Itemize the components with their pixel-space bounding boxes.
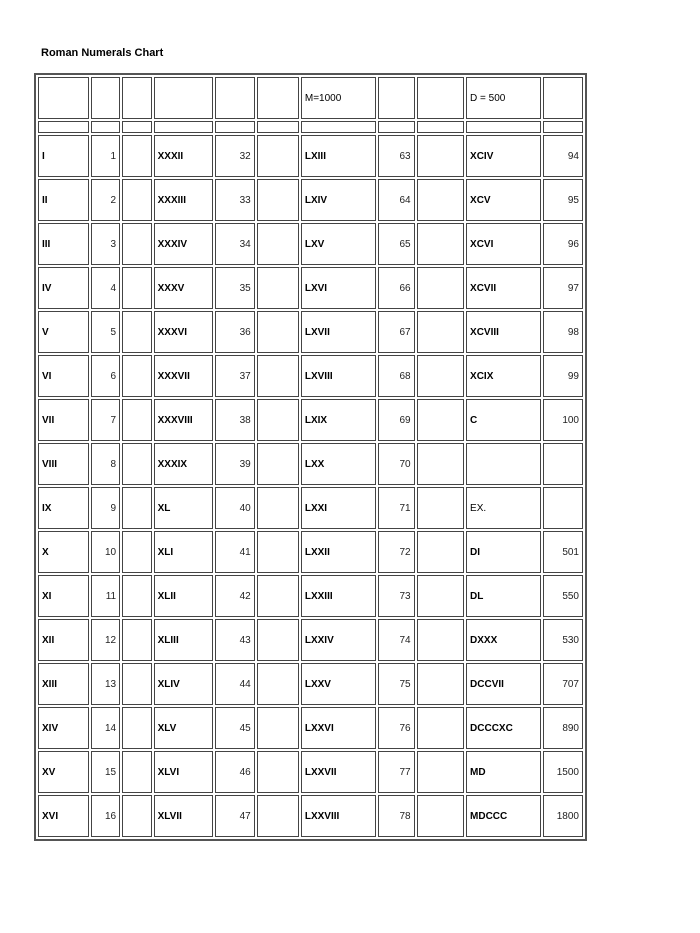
header-cell bbox=[154, 77, 213, 119]
roman-cell: VI bbox=[38, 355, 89, 397]
roman-cell: LXVI bbox=[301, 267, 376, 309]
number-cell: 99 bbox=[543, 355, 583, 397]
header-cell bbox=[378, 77, 415, 119]
table-row bbox=[38, 707, 583, 749]
header-cell bbox=[122, 77, 152, 119]
number-cell: 32 bbox=[215, 135, 255, 177]
number-cell: 41 bbox=[215, 531, 255, 573]
spacer-cell bbox=[257, 443, 299, 485]
roman-cell: IV bbox=[38, 267, 89, 309]
spacer-row bbox=[38, 121, 583, 133]
number-cell: 95 bbox=[543, 179, 583, 221]
table-row bbox=[38, 399, 583, 441]
table-row bbox=[38, 355, 583, 397]
roman-cell: LXVIII bbox=[301, 355, 376, 397]
spacer-cell bbox=[122, 795, 152, 837]
number-cell: 34 bbox=[215, 223, 255, 265]
spacer-cell bbox=[122, 619, 152, 661]
number-cell: 100 bbox=[543, 399, 583, 441]
number-cell: 39 bbox=[215, 443, 255, 485]
roman-cell: XLIII bbox=[154, 619, 213, 661]
header-cell bbox=[91, 77, 121, 119]
spacer-cell bbox=[257, 619, 299, 661]
number-cell: 46 bbox=[215, 751, 255, 793]
roman-cell: LXV bbox=[301, 223, 376, 265]
spacer-cell bbox=[257, 575, 299, 617]
spacer-cell bbox=[122, 311, 152, 353]
roman-cell: XXXVI bbox=[154, 311, 213, 353]
table-row bbox=[38, 795, 583, 837]
number-cell: 1500 bbox=[543, 751, 583, 793]
number-cell: 2 bbox=[91, 179, 121, 221]
roman-cell: XL bbox=[154, 487, 213, 529]
number-cell: 77 bbox=[378, 751, 415, 793]
spacer-cell bbox=[257, 135, 299, 177]
spacer-cell bbox=[122, 267, 152, 309]
spacer-cell bbox=[122, 443, 152, 485]
table-row bbox=[38, 311, 583, 353]
roman-cell: XV bbox=[38, 751, 89, 793]
spacer-cell bbox=[257, 179, 299, 221]
roman-cell: II bbox=[38, 179, 89, 221]
spacer-cell bbox=[122, 179, 152, 221]
roman-cell: XXXIII bbox=[154, 179, 213, 221]
table-row bbox=[38, 751, 583, 793]
number-cell: 64 bbox=[378, 179, 415, 221]
roman-cell: VIII bbox=[38, 443, 89, 485]
roman-cell: LXXVIII bbox=[301, 795, 376, 837]
number-cell: 33 bbox=[215, 179, 255, 221]
roman-cell: XCIX bbox=[466, 355, 541, 397]
roman-cell: XLVII bbox=[154, 795, 213, 837]
spacer-cell bbox=[257, 355, 299, 397]
number-cell bbox=[543, 443, 583, 485]
spacer-cell bbox=[417, 223, 464, 265]
spacer-cell bbox=[122, 531, 152, 573]
number-cell: 890 bbox=[543, 707, 583, 749]
number-cell: 4 bbox=[91, 267, 121, 309]
spacer-cell bbox=[122, 399, 152, 441]
roman-cell: XXXIX bbox=[154, 443, 213, 485]
roman-cell: XII bbox=[38, 619, 89, 661]
roman-cell: XIV bbox=[38, 707, 89, 749]
number-cell: 78 bbox=[378, 795, 415, 837]
header-cell bbox=[38, 77, 89, 119]
roman-cell: XCIV bbox=[466, 135, 541, 177]
roman-cell: XLIV bbox=[154, 663, 213, 705]
number-cell: 97 bbox=[543, 267, 583, 309]
roman-cell: XLII bbox=[154, 575, 213, 617]
roman-cell: DCCCXC bbox=[466, 707, 541, 749]
table-row bbox=[38, 619, 583, 661]
spacer-cell bbox=[122, 663, 152, 705]
roman-cell: LXXI bbox=[301, 487, 376, 529]
spacer-cell bbox=[122, 355, 152, 397]
roman-cell: LXVII bbox=[301, 311, 376, 353]
spacer-cell bbox=[257, 663, 299, 705]
roman-cell: EX. bbox=[466, 487, 541, 529]
roman-cell: XXXVIII bbox=[154, 399, 213, 441]
roman-cell: DL bbox=[466, 575, 541, 617]
number-cell: 5 bbox=[91, 311, 121, 353]
number-cell: 96 bbox=[543, 223, 583, 265]
spacer-cell bbox=[257, 751, 299, 793]
header-d-value: D = 500 bbox=[466, 77, 541, 119]
roman-cell: XCVIII bbox=[466, 311, 541, 353]
spacer-cell bbox=[417, 311, 464, 353]
roman-cell: XVI bbox=[38, 795, 89, 837]
table-row bbox=[38, 575, 583, 617]
spacer-cell bbox=[122, 707, 152, 749]
number-cell: 67 bbox=[378, 311, 415, 353]
roman-cell: XCVI bbox=[466, 223, 541, 265]
roman-numerals-table bbox=[34, 73, 587, 841]
table-row bbox=[38, 487, 583, 529]
table-row bbox=[38, 135, 583, 177]
spacer-cell bbox=[122, 751, 152, 793]
number-cell: 37 bbox=[215, 355, 255, 397]
roman-cell: XCV bbox=[466, 179, 541, 221]
number-cell: 65 bbox=[378, 223, 415, 265]
roman-cell: XLV bbox=[154, 707, 213, 749]
header-cell bbox=[215, 77, 255, 119]
spacer-cell bbox=[122, 487, 152, 529]
header-m-value: M=1000 bbox=[301, 77, 376, 119]
header-row bbox=[38, 77, 583, 119]
number-cell: 707 bbox=[543, 663, 583, 705]
spacer-cell bbox=[257, 487, 299, 529]
table-row bbox=[38, 267, 583, 309]
roman-cell: LXIX bbox=[301, 399, 376, 441]
table-row bbox=[38, 443, 583, 485]
number-cell: 98 bbox=[543, 311, 583, 353]
spacer-cell bbox=[417, 751, 464, 793]
number-cell: 1800 bbox=[543, 795, 583, 837]
roman-cell: LXXVII bbox=[301, 751, 376, 793]
spacer-cell bbox=[417, 795, 464, 837]
spacer-cell bbox=[417, 267, 464, 309]
number-cell: 530 bbox=[543, 619, 583, 661]
spacer-cell bbox=[257, 399, 299, 441]
number-cell: 11 bbox=[91, 575, 121, 617]
table-row bbox=[38, 179, 583, 221]
spacer-cell bbox=[122, 223, 152, 265]
roman-cell: XXXV bbox=[154, 267, 213, 309]
number-cell: 47 bbox=[215, 795, 255, 837]
roman-cell: XXXVII bbox=[154, 355, 213, 397]
number-cell: 42 bbox=[215, 575, 255, 617]
number-cell: 44 bbox=[215, 663, 255, 705]
number-cell: 12 bbox=[91, 619, 121, 661]
number-cell: 1 bbox=[91, 135, 121, 177]
number-cell: 68 bbox=[378, 355, 415, 397]
number-cell: 43 bbox=[215, 619, 255, 661]
number-cell: 9 bbox=[91, 487, 121, 529]
number-cell: 63 bbox=[378, 135, 415, 177]
number-cell: 74 bbox=[378, 619, 415, 661]
spacer-cell bbox=[122, 575, 152, 617]
roman-cell: C bbox=[466, 399, 541, 441]
roman-cell: XI bbox=[38, 575, 89, 617]
roman-cell: LXXV bbox=[301, 663, 376, 705]
spacer-cell bbox=[257, 707, 299, 749]
number-cell: 76 bbox=[378, 707, 415, 749]
number-cell bbox=[543, 487, 583, 529]
number-cell: 66 bbox=[378, 267, 415, 309]
spacer-cell bbox=[417, 179, 464, 221]
number-cell: 38 bbox=[215, 399, 255, 441]
number-cell: 94 bbox=[543, 135, 583, 177]
spacer-cell bbox=[257, 223, 299, 265]
spacer-cell bbox=[257, 531, 299, 573]
table-row bbox=[38, 663, 583, 705]
spacer-cell bbox=[257, 795, 299, 837]
spacer-cell bbox=[417, 399, 464, 441]
number-cell: 13 bbox=[91, 663, 121, 705]
number-cell: 8 bbox=[91, 443, 121, 485]
number-cell: 75 bbox=[378, 663, 415, 705]
header-cell bbox=[417, 77, 464, 119]
roman-cell: LXXVI bbox=[301, 707, 376, 749]
number-cell: 10 bbox=[91, 531, 121, 573]
number-cell: 70 bbox=[378, 443, 415, 485]
number-cell: 501 bbox=[543, 531, 583, 573]
number-cell: 550 bbox=[543, 575, 583, 617]
header-cell bbox=[257, 77, 299, 119]
spacer-cell bbox=[417, 707, 464, 749]
roman-cell: XXXII bbox=[154, 135, 213, 177]
number-cell: 15 bbox=[91, 751, 121, 793]
spacer-cell bbox=[417, 663, 464, 705]
roman-cell: LXIV bbox=[301, 179, 376, 221]
spacer-cell bbox=[417, 575, 464, 617]
roman-cell: XLI bbox=[154, 531, 213, 573]
page-title: Roman Numerals Chart bbox=[41, 47, 164, 59]
spacer-cell bbox=[417, 355, 464, 397]
spacer-cell bbox=[257, 311, 299, 353]
roman-cell: LXXIV bbox=[301, 619, 376, 661]
number-cell: 6 bbox=[91, 355, 121, 397]
spacer-cell bbox=[417, 531, 464, 573]
roman-cell: V bbox=[38, 311, 89, 353]
roman-cell: I bbox=[38, 135, 89, 177]
roman-cell: VII bbox=[38, 399, 89, 441]
table-row bbox=[38, 531, 583, 573]
number-cell: 7 bbox=[91, 399, 121, 441]
number-cell: 45 bbox=[215, 707, 255, 749]
number-cell: 36 bbox=[215, 311, 255, 353]
number-cell: 16 bbox=[91, 795, 121, 837]
spacer-cell bbox=[417, 135, 464, 177]
roman-cell: DI bbox=[466, 531, 541, 573]
roman-cell: XIII bbox=[38, 663, 89, 705]
roman-cell: XXXIV bbox=[154, 223, 213, 265]
roman-cell: XCVII bbox=[466, 267, 541, 309]
number-cell: 69 bbox=[378, 399, 415, 441]
number-cell: 35 bbox=[215, 267, 255, 309]
number-cell: 73 bbox=[378, 575, 415, 617]
number-cell: 14 bbox=[91, 707, 121, 749]
spacer-cell bbox=[257, 267, 299, 309]
number-cell: 40 bbox=[215, 487, 255, 529]
roman-cell: LXIII bbox=[301, 135, 376, 177]
roman-cell: MD bbox=[466, 751, 541, 793]
roman-cell: DCCVII bbox=[466, 663, 541, 705]
roman-cell: LXXII bbox=[301, 531, 376, 573]
spacer-cell bbox=[122, 135, 152, 177]
roman-cell: XLVI bbox=[154, 751, 213, 793]
roman-cell: LXXIII bbox=[301, 575, 376, 617]
spacer-cell bbox=[417, 619, 464, 661]
roman-cell: DXXX bbox=[466, 619, 541, 661]
header-cell bbox=[543, 77, 583, 119]
number-cell: 71 bbox=[378, 487, 415, 529]
table-row bbox=[38, 223, 583, 265]
number-cell: 72 bbox=[378, 531, 415, 573]
roman-cell: III bbox=[38, 223, 89, 265]
number-cell: 3 bbox=[91, 223, 121, 265]
roman-cell bbox=[466, 443, 541, 485]
roman-cell: LXX bbox=[301, 443, 376, 485]
spacer-cell bbox=[417, 487, 464, 529]
roman-cell: X bbox=[38, 531, 89, 573]
roman-cell: IX bbox=[38, 487, 89, 529]
roman-cell: MDCCC bbox=[466, 795, 541, 837]
spacer-cell bbox=[417, 443, 464, 485]
